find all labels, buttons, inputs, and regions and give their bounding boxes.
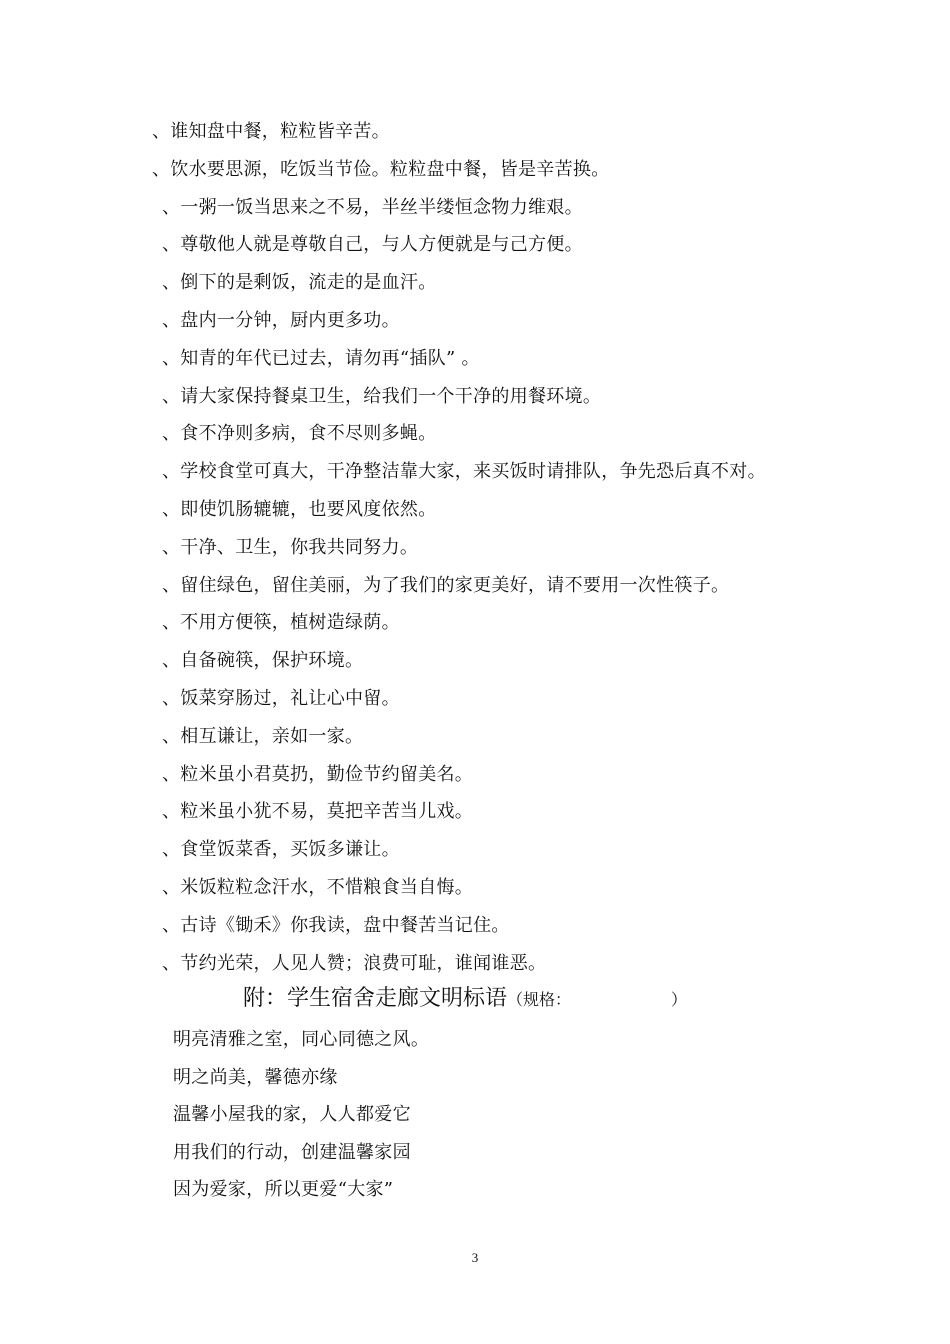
slogan-item: 、饭菜穿肠过，礼让心中留。 bbox=[162, 687, 400, 709]
slogan-item: 、古诗《锄禾》你我读，盘中餐苦当记住。 bbox=[162, 914, 510, 936]
slogan-item: 、节约光荣，人见人赞；浪费可耻，谁闻谁恶。 bbox=[162, 952, 547, 974]
appendix-heading bbox=[243, 984, 687, 1015]
dorm-slogan-item: 明之尚美，馨德亦缘 bbox=[173, 1066, 338, 1088]
dorm-slogan-item: 用我们的行动，创建温馨家园 bbox=[173, 1141, 411, 1163]
dorm-slogan-item: 因为爱家，所以更爱“大家” bbox=[173, 1179, 394, 1200]
dorm-slogan-list bbox=[173, 1026, 429, 1214]
slogan-item: 、粒米虽小君莫扔，勤俭节约留美名。 bbox=[162, 763, 474, 785]
slogan-item: 、自备碗筷，保护环境。 bbox=[162, 650, 364, 672]
slogan-item: 、谁知盘中餐，粒粒皆辛苦。 bbox=[152, 121, 390, 142]
slogan-item: 、饮水要思源，吃饭当节俭。粒粒盘中餐，皆是辛苦换。 bbox=[152, 158, 610, 180]
slogan-item: 、知青的年代已过去，请勿再“插队” 。 bbox=[162, 347, 480, 369]
slogan-item: 、留住绿色，留住美丽，为了我们的家更美好，请不要用一次性筷子。 bbox=[162, 574, 730, 596]
dorm-slogan-item: 明亮清雅之室，同心同德之风。 bbox=[173, 1029, 430, 1050]
dorm-slogan-item: 温馨小屋我的家，人人都爱它 bbox=[173, 1104, 411, 1125]
slogan-item: 、食堂饭菜香，买饭多谦让。 bbox=[162, 839, 400, 861]
slogan-item: 、倒下的是剩饭，流走的是血汗。 bbox=[162, 272, 437, 294]
slogan-item: 、一粥一饭当思来之不易，半丝半缕恒念物力维艰。 bbox=[162, 196, 583, 218]
slogan-item: 、干净、卫生，你我共同努力。 bbox=[162, 536, 419, 558]
slogan-item: 、尊敬他人就是尊敬自己，与人方便就是与己方便。 bbox=[162, 234, 583, 256]
slogan-item: 、粒米虽小犹不易，莫把辛苦当儿戏。 bbox=[162, 801, 474, 823]
slogan-item: 、不用方便筷，植树造绿荫。 bbox=[162, 612, 400, 634]
slogan-item: 、米饭粒粒念汗水，不惜粮食当自悔。 bbox=[162, 876, 474, 898]
spec-close: ） bbox=[671, 990, 688, 1009]
slogan-item: 、请大家保持餐桌卫生，给我们一个干净的用餐环境。 bbox=[162, 385, 602, 407]
appendix-title: 附：学生宿舍走廊文明标语 bbox=[243, 986, 508, 1011]
slogan-item: 、食不净则多病，食不尽则多蝇。 bbox=[162, 423, 437, 445]
slogan-item: 、即使饥肠辘辘，也要风度依然。 bbox=[162, 498, 437, 520]
slogan-item: 、相互谦让，亲如一家。 bbox=[162, 725, 364, 747]
canteen-slogan-list bbox=[0, 118, 950, 987]
spec-open: （规格： bbox=[507, 990, 572, 1009]
slogan-item: 、盘内一分钟，厨内更多功。 bbox=[162, 309, 400, 331]
page-number: 3 bbox=[471, 1250, 479, 1265]
slogan-item: 、学校食堂可真大，干净整洁靠大家，来买饭时请排队，争先恐后真不对。 bbox=[162, 461, 766, 483]
